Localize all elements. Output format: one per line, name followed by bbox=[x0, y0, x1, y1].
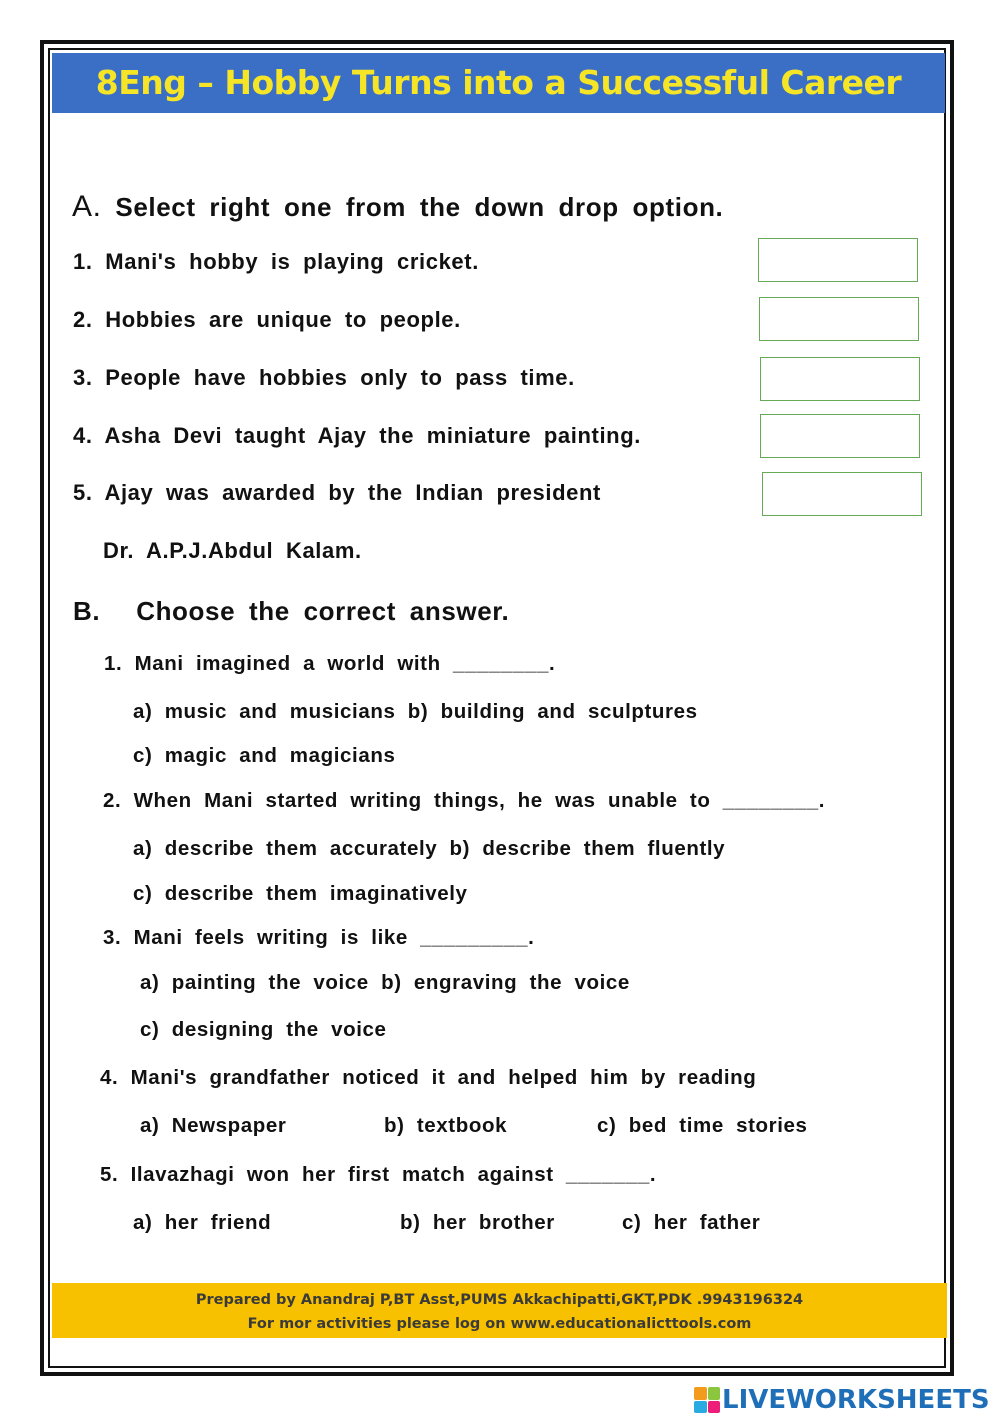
question-1-options-row-1: a) music and musicians b) building and sculptures bbox=[133, 700, 698, 723]
brand-name: LIVEWORKSHEETS bbox=[722, 1385, 990, 1415]
question-4-option-a: a) Newspaper bbox=[140, 1114, 287, 1137]
question-2-options-row-2: c) describe them imaginatively bbox=[133, 882, 468, 905]
answer-dropdown-1[interactable] bbox=[758, 238, 918, 282]
liveworksheets-logo-icon bbox=[694, 1387, 720, 1413]
credits-footer bbox=[52, 1283, 947, 1338]
statement-3: 3. People have hobbies only to pass time. bbox=[73, 365, 575, 390]
question-4: 4. Mani's grandfather noticed it and helped him by reading bbox=[100, 1066, 757, 1089]
worksheet-title: 8Eng – Hobby Turns into a Successful Career bbox=[95, 63, 902, 102]
section-a-heading: A. Select right one from the down drop option. bbox=[72, 190, 724, 223]
credits-line-1: Prepared by Anandraj P,BT Asst,PUMS Akkachipatti,GKT,PDK .9943196324 bbox=[195, 1292, 804, 1308]
question-3-options-row-1: a) painting the voice b) engraving the voice bbox=[140, 971, 630, 994]
question-2: 2. When Mani started writing things, he was unable to ________. bbox=[103, 789, 826, 812]
statement-5-continued: Dr. A.P.J.Abdul Kalam. bbox=[103, 538, 362, 563]
liveworksheets-brand[interactable] bbox=[694, 1384, 990, 1416]
question-5-option-b: b) her brother bbox=[400, 1211, 555, 1234]
answer-dropdown-5[interactable] bbox=[762, 472, 922, 516]
statement-4: 4. Asha Devi taught Ajay the miniature painting. bbox=[73, 423, 641, 448]
answer-dropdown-3[interactable] bbox=[760, 357, 920, 401]
question-4-option-b: b) textbook bbox=[384, 1114, 508, 1137]
question-5-option-c: c) her father bbox=[622, 1211, 761, 1234]
question-4-option-c: c) bed time stories bbox=[597, 1114, 808, 1137]
question-3-options-row-2: c) designing the voice bbox=[140, 1018, 387, 1041]
question-2-options-row-1: a) describe them accurately b) describe them fluently bbox=[133, 837, 726, 860]
question-5-option-a: a) her friend bbox=[133, 1211, 272, 1234]
credits-line-2: For mor activities please log on www.educationalicttools.com bbox=[247, 1316, 752, 1332]
question-3: 3. Mani feels writing is like _________. bbox=[103, 926, 535, 949]
question-1-options-row-2: c) magic and magicians bbox=[133, 744, 396, 767]
question-5: 5. Ilavazhagi won her first match against _______. bbox=[100, 1163, 657, 1186]
answer-dropdown-2[interactable] bbox=[759, 297, 919, 341]
title-banner bbox=[52, 53, 945, 113]
statement-5: 5. Ajay was awarded by the Indian president bbox=[73, 480, 601, 505]
statement-2: 2. Hobbies are unique to people. bbox=[73, 307, 461, 332]
answer-dropdown-4[interactable] bbox=[760, 414, 920, 458]
question-1: 1. Mani imagined a world with ________. bbox=[104, 652, 556, 675]
section-b-heading: B. Choose the correct answer. bbox=[73, 596, 510, 626]
statement-1: 1. Mani's hobby is playing cricket. bbox=[73, 249, 479, 274]
